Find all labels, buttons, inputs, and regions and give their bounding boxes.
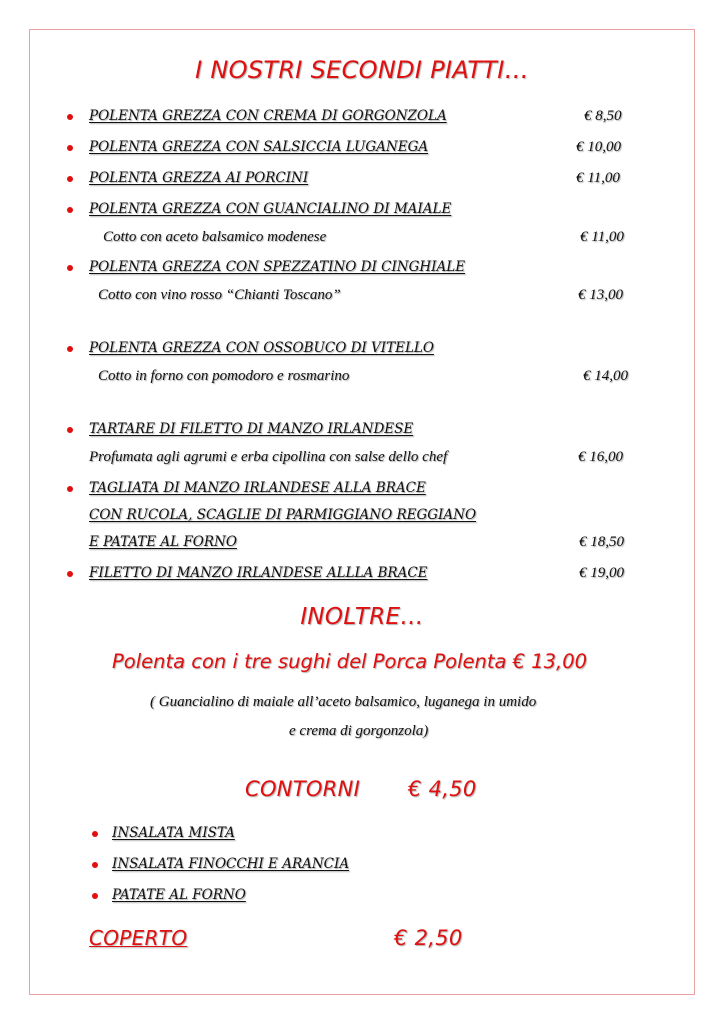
- bullet-icon: [67, 571, 73, 577]
- section-title-contorni: CONTORNI: [245, 777, 361, 801]
- menu-item-name: POLENTA GREZZA CON CREMA DI GORGONZOLA: [89, 108, 447, 124]
- special-dish: Polenta con i tre sughi del Porca Polenta € 13,00: [112, 650, 588, 673]
- bullet-icon: [67, 207, 73, 213]
- coperto-label: COPERTO: [89, 926, 188, 950]
- menu-item-name-line3: E PATATE AL FORNO: [89, 534, 237, 550]
- menu-item-name: POLENTA GREZZA AI PORCINI: [89, 170, 309, 186]
- menu-item-price: € 18,50: [579, 534, 624, 550]
- menu-item-price: € 8,50: [584, 108, 622, 124]
- coperto-price: € 2,50: [394, 926, 463, 950]
- menu-item-description: Cotto in forno con pomodoro e rosmarino: [98, 368, 350, 384]
- menu-item-description: Profumata agli agrumi e erba cipollina con salse dello chef: [89, 449, 448, 465]
- menu-item-price: € 16,00: [578, 449, 623, 465]
- menu-item-name-line2: CON RUCOLA, SCAGLIE DI PARMIGGIANO REGGIANO: [89, 507, 477, 523]
- side-dish-item: PATATE AL FORNO: [112, 887, 246, 903]
- menu-item-name: POLENTA GREZZA CON SALSICCIA LUGANEGA: [89, 139, 429, 155]
- menu-item-name: POLENTA GREZZA CON GUANCIALINO DI MAIALE: [89, 201, 452, 217]
- menu-item-price: € 19,00: [579, 565, 624, 581]
- menu-item-name: TAGLIATA DI MANZO IRLANDESE ALLA BRACE: [89, 480, 426, 496]
- side-dish-item: INSALATA MISTA: [112, 825, 235, 841]
- bullet-icon: [67, 114, 73, 120]
- contorni-price: € 4,50: [408, 777, 477, 801]
- menu-item-name: POLENTA GREZZA CON OSSOBUCO DI VITELLO: [89, 340, 434, 356]
- menu-item-price: € 10,00: [576, 139, 621, 155]
- special-dish-note-line2: e crema di gorgonzola): [289, 723, 429, 739]
- page-title: I NOSTRI SECONDI PIATTI…: [195, 56, 529, 84]
- menu-item-name: POLENTA GREZZA CON SPEZZATINO DI CINGHIALE: [89, 259, 466, 275]
- special-dish-note-line1: ( Guancialino di maiale all’aceto balsamico, luganega in umido: [150, 694, 537, 710]
- bullet-icon: [67, 265, 73, 271]
- bullet-icon: [67, 346, 73, 352]
- menu-item-price: € 14,00: [583, 368, 628, 384]
- bullet-icon: [92, 862, 98, 868]
- menu-item-price: € 11,00: [576, 170, 620, 186]
- menu-item-name: FILETTO DI MANZO IRLANDESE ALLLA BRACE: [89, 565, 428, 581]
- bullet-icon: [67, 176, 73, 182]
- menu-item-description: Cotto con vino rosso “Chianti Toscano”: [98, 287, 341, 303]
- side-dish-item: INSALATA FINOCCHI E ARANCIA: [112, 856, 350, 872]
- bullet-icon: [92, 893, 98, 899]
- menu-item-description: Cotto con aceto balsamico modenese: [103, 229, 327, 245]
- bullet-icon: [92, 831, 98, 837]
- section-title-inoltre: INOLTRE…: [300, 604, 424, 630]
- bullet-icon: [67, 427, 73, 433]
- bullet-icon: [67, 145, 73, 151]
- menu-item-price: € 11,00: [580, 229, 624, 245]
- menu-item-price: € 13,00: [578, 287, 623, 303]
- bullet-icon: [67, 486, 73, 492]
- menu-item-name: TARTARE DI FILETTO DI MANZO IRLANDESE: [89, 421, 414, 437]
